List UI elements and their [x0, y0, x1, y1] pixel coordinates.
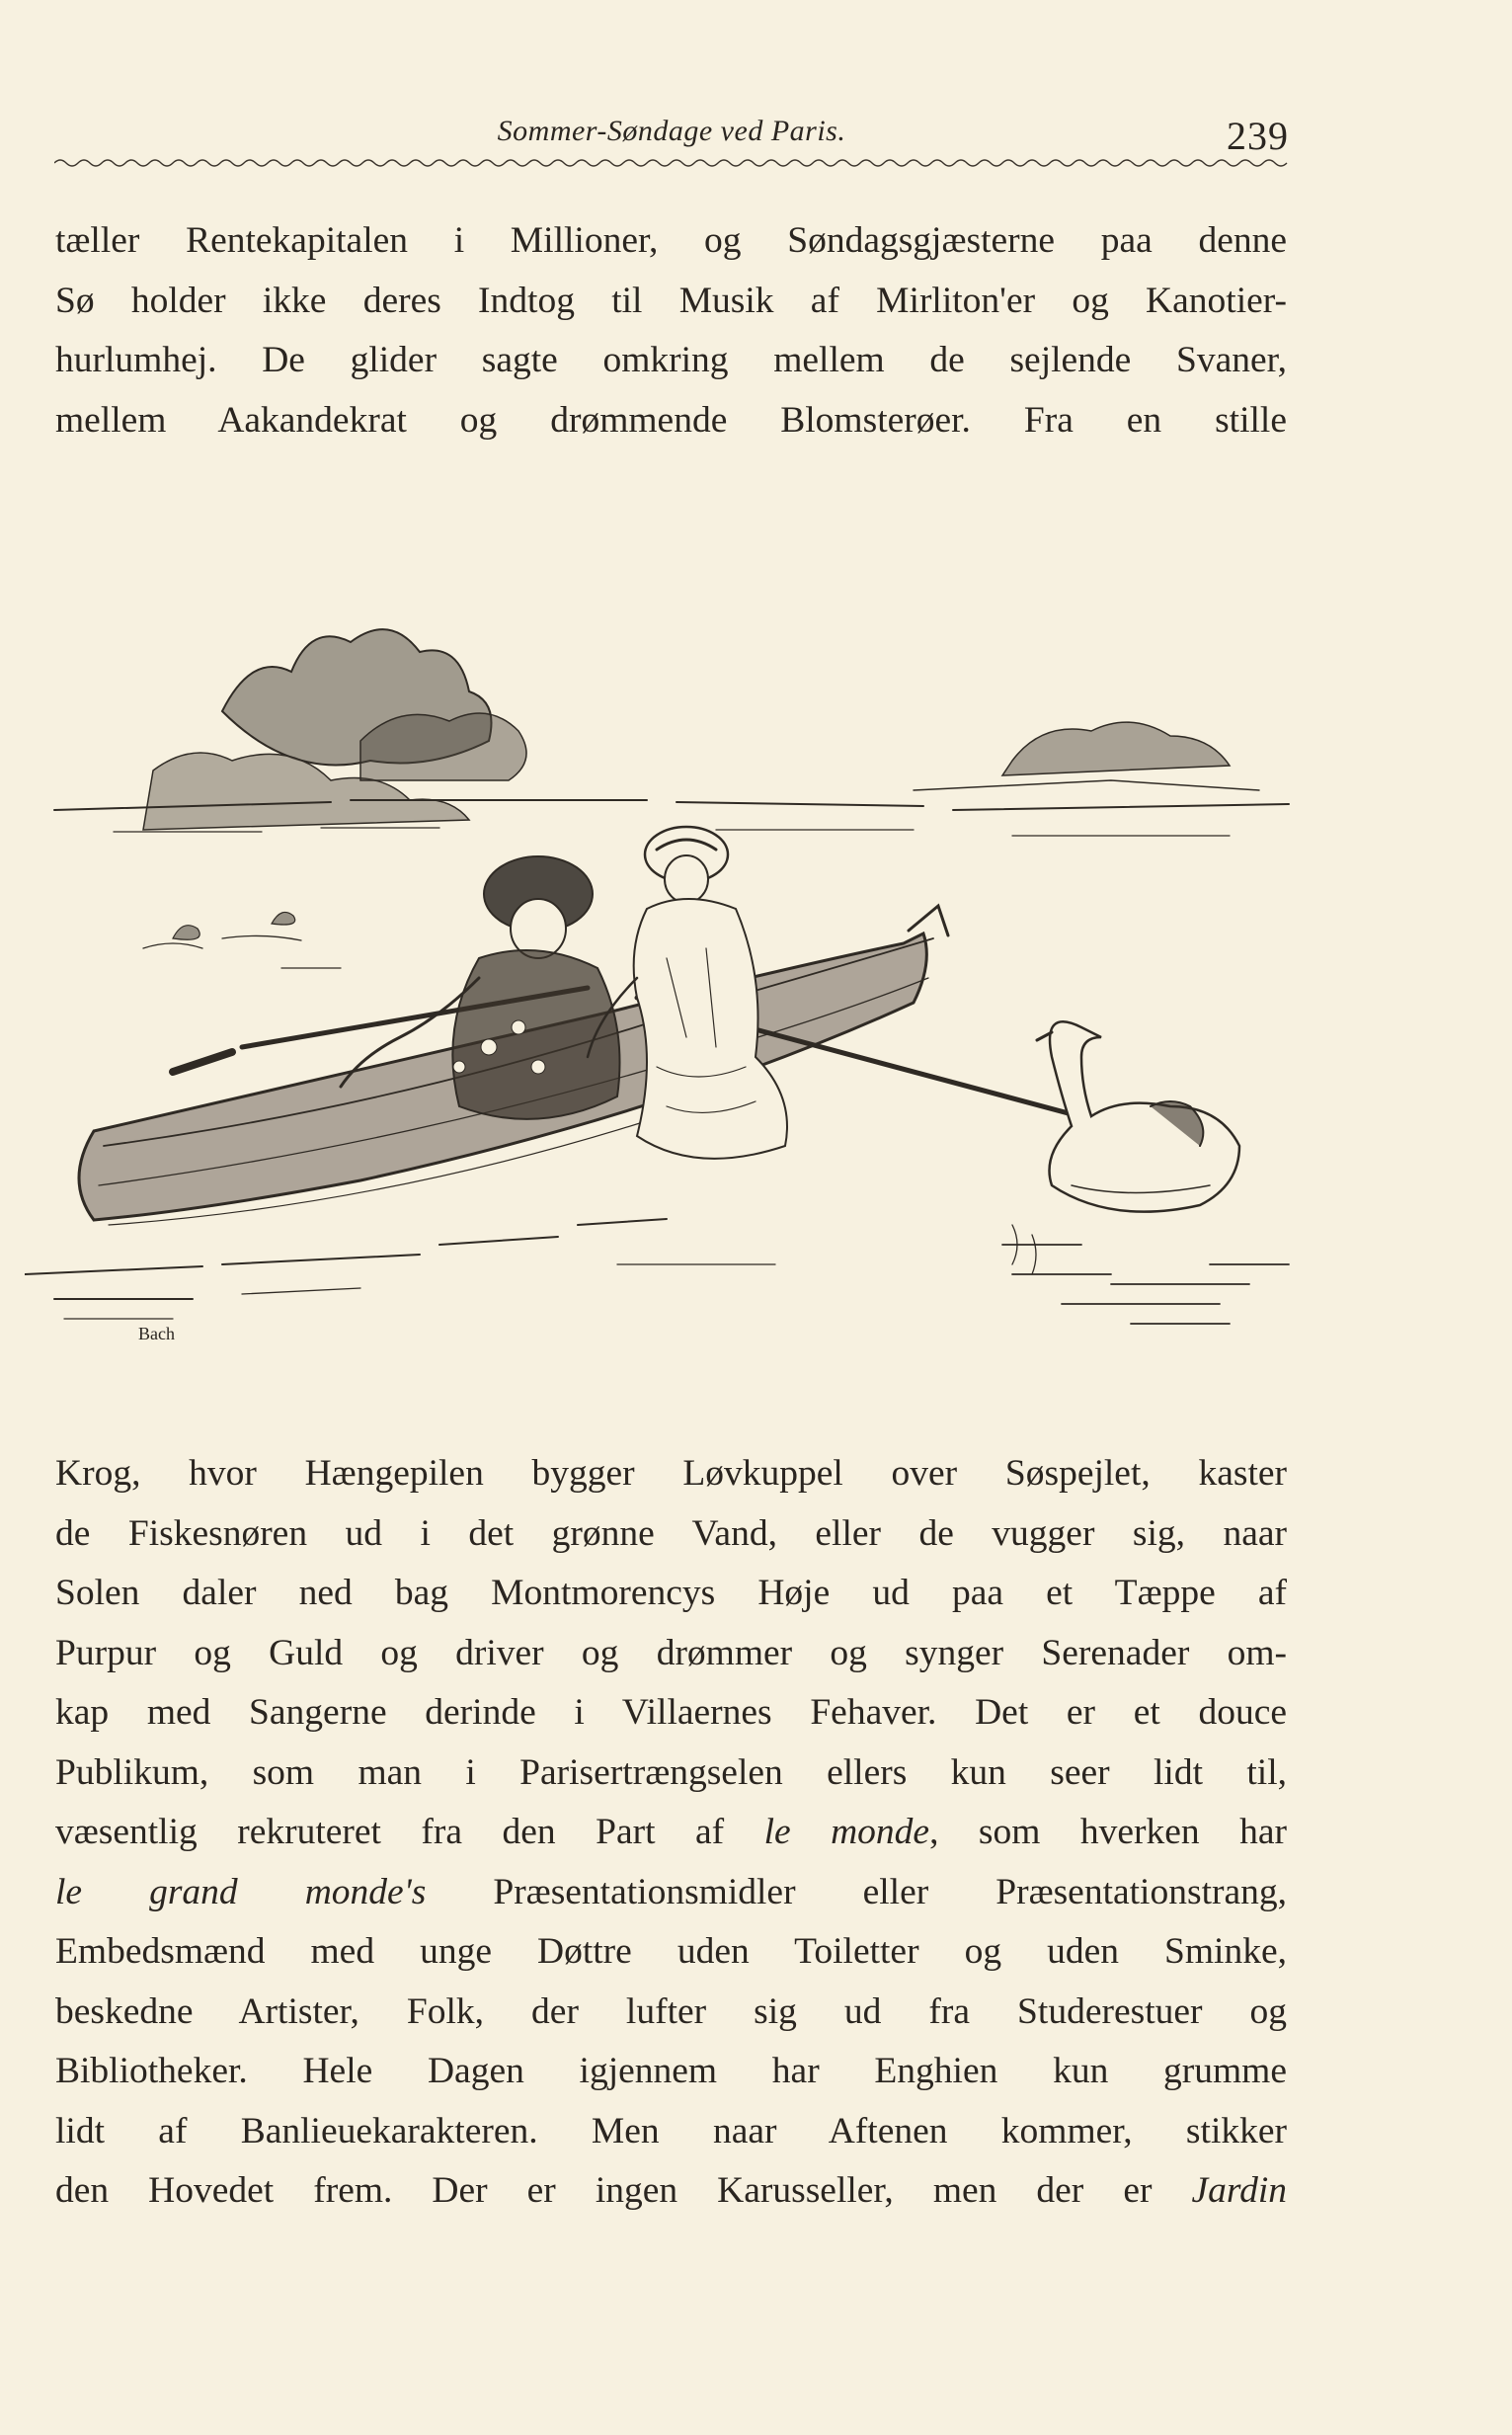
text-segment: Præsentationsmidler eller Præsentationstrang, [426, 1871, 1287, 1912]
rowing-boat-swan-illustration-icon [25, 514, 1309, 1383]
text-line: tæller Rentekapitalen i Millioner, og Søndagsgjæsterne paa denne [55, 220, 1287, 261]
italic-phrase: le monde [763, 1812, 930, 1852]
text-line: beskedne Artister, Folk, der lufter sig ud fra Studerestuer og [55, 1990, 1287, 2032]
text-segment: den Hovedet frem. Der er ingen Karusseller, men der er [55, 2170, 1192, 2211]
running-head [54, 107, 1289, 166]
text-line: Solen daler ned bag Montmorencys Høje ud paa et Tæppe af [55, 1573, 1287, 1613]
text-line [55, 2161, 1287, 2222]
running-head-title: Sommer-Søndage ved Paris. [497, 115, 846, 147]
text-line: Sø holder ikke deres Indtog til Musik af Mirliton'er og Kanotier- [55, 280, 1287, 321]
text-line: Bibliotheker. Hele Dagen igjennem har Enghien kun grumme [55, 2051, 1287, 2091]
bottom-paragraph [55, 1444, 1287, 2222]
text-line: mellem Aakandekrat og drømmende Blomsterøer. Fra en stille [55, 399, 1287, 441]
text-line: Krog, hvor Hængepilen bygger Løvkuppel over Søspejlet, kaster [55, 1453, 1287, 1494]
text-segment: , som hverken har [929, 1812, 1287, 1852]
text-line: hurlumhej. De glider sagte omkring mellem de sejlende Svaner, [55, 340, 1287, 380]
text-line [55, 1863, 1287, 1923]
text-line: Embedsmænd med unge Døttre uden Toiletter og uden Sminke, [55, 1931, 1287, 1972]
text-line: Purpur og Guld og driver og drømmer og synger Serenader om- [55, 1632, 1287, 1673]
italic-phrase: Jardin [1191, 2170, 1287, 2211]
top-paragraph [55, 211, 1287, 450]
wavy-rule-ornament [54, 156, 1289, 170]
text-line: de Fiskesnøren ud i det grønne Vand, eller de vugger sig, naar [55, 1512, 1287, 1554]
italic-phrase: le grand monde's [55, 1871, 427, 1912]
artist-signature: Bach [138, 1324, 175, 1343]
text-line [55, 1803, 1287, 1863]
text-line: Publikum, som man i Parisertrængselen ellers kun seer lidt til, [55, 1751, 1287, 1793]
text-segment: væsentlig rekruteret fra den Part af [55, 1812, 764, 1852]
page-number: 239 [1227, 114, 1289, 158]
text-line: lidt af Banlieuekarakteren. Men naar Aftenen kommer, stikker [55, 2110, 1287, 2151]
text-line: kap med Sangerne derinde i Villaernes Fehaver. Det er et douce [55, 1692, 1287, 1733]
